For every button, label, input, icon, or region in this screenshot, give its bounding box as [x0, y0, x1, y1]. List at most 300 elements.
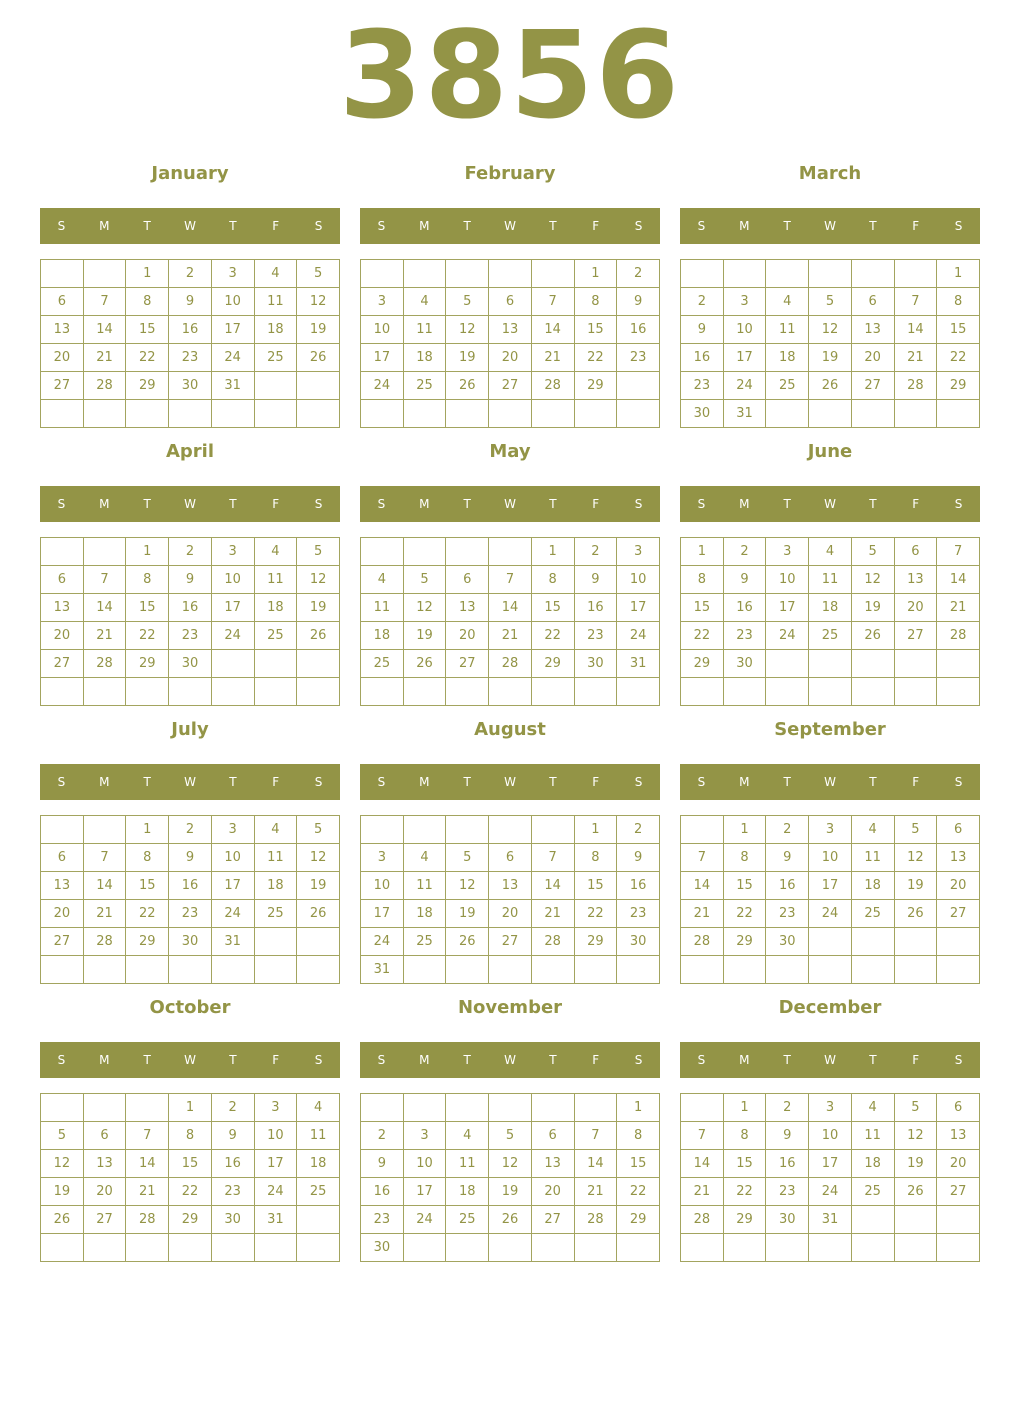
week-row: [361, 316, 660, 344]
weekday-label: S: [697, 219, 706, 233]
day-cell: 14: [681, 872, 724, 900]
week-row: [681, 538, 980, 566]
day-cell: 25: [851, 900, 894, 928]
day-cell: 24: [809, 900, 852, 928]
day-grid: [680, 815, 980, 984]
day-cell: 9: [169, 844, 212, 872]
day-cell: 7: [83, 844, 126, 872]
day-cell: 21: [531, 900, 574, 928]
day-cell: [851, 956, 894, 984]
day-cell: 1: [126, 538, 169, 566]
day-cell: 4: [851, 1094, 894, 1122]
week-row: [681, 1094, 980, 1122]
week-row: [681, 650, 980, 678]
day-cell: 24: [211, 622, 254, 650]
day-cell: 9: [574, 566, 617, 594]
day-grid: [680, 537, 980, 706]
weekday-label: F: [272, 219, 280, 233]
day-cell: [297, 956, 340, 984]
week-row: [681, 1206, 980, 1234]
day-cell: 29: [574, 372, 617, 400]
day-cell: 22: [617, 1178, 660, 1206]
day-cell: [403, 1234, 446, 1262]
day-cell: 16: [681, 344, 724, 372]
week-row: [41, 260, 340, 288]
day-cell: 22: [169, 1178, 212, 1206]
week-row: [41, 900, 340, 928]
day-cell: 25: [403, 372, 446, 400]
day-cell: 12: [297, 844, 340, 872]
day-cell: 24: [254, 1178, 297, 1206]
day-cell: [894, 928, 937, 956]
weekday-label: S: [954, 219, 963, 233]
weekday-label: T: [229, 497, 237, 511]
day-cell: 6: [894, 538, 937, 566]
day-cell: [851, 260, 894, 288]
weekday-label: W: [184, 775, 196, 789]
day-cell: 8: [531, 566, 574, 594]
day-cell: [574, 956, 617, 984]
day-cell: [809, 400, 852, 428]
day-cell: [617, 678, 660, 706]
weekday-label: T: [143, 1053, 151, 1067]
day-cell: [126, 1234, 169, 1262]
day-cell: [681, 1094, 724, 1122]
week-row: [361, 1122, 660, 1150]
day-cell: 23: [766, 900, 809, 928]
day-cell: 29: [126, 928, 169, 956]
day-cell: 11: [254, 844, 297, 872]
day-cell: 11: [809, 566, 852, 594]
weekday-label: T: [229, 219, 237, 233]
day-cell: 10: [403, 1150, 446, 1178]
day-cell: 20: [937, 872, 980, 900]
weekday-label: T: [143, 219, 151, 233]
day-cell: 12: [403, 594, 446, 622]
week-row: [41, 1094, 340, 1122]
day-cell: 19: [894, 872, 937, 900]
week-row: [361, 928, 660, 956]
week-row: [41, 1122, 340, 1150]
day-grid: [680, 1093, 980, 1262]
month-name: November: [457, 997, 563, 1018]
day-cell: 2: [169, 816, 212, 844]
day-cell: 11: [297, 1122, 340, 1150]
week-row: [681, 566, 980, 594]
day-cell: [809, 260, 852, 288]
day-cell: [297, 1234, 340, 1262]
day-cell: [41, 816, 84, 844]
day-cell: 14: [83, 594, 126, 622]
day-cell: 29: [681, 650, 724, 678]
day-cell: 28: [126, 1206, 169, 1234]
day-cell: 2: [723, 538, 766, 566]
weekday-label: S: [634, 775, 643, 789]
day-cell: 18: [809, 594, 852, 622]
week-row: [681, 622, 980, 650]
day-cell: 30: [169, 372, 212, 400]
weekday-label: S: [697, 1053, 706, 1067]
day-cell: 6: [937, 1094, 980, 1122]
weekday-label: T: [463, 1053, 471, 1067]
day-cell: 18: [254, 316, 297, 344]
day-cell: 26: [297, 622, 340, 650]
day-cell: 1: [723, 1094, 766, 1122]
weekday-label: W: [504, 1053, 516, 1067]
weekday-label: M: [739, 497, 750, 511]
weekday-label: S: [57, 219, 66, 233]
day-cell: [489, 1094, 532, 1122]
day-cell: 12: [41, 1150, 84, 1178]
day-cell: 3: [403, 1122, 446, 1150]
day-cell: 29: [723, 928, 766, 956]
day-cell: 1: [531, 538, 574, 566]
day-cell: 15: [126, 594, 169, 622]
day-cell: [851, 650, 894, 678]
weekday-label: F: [272, 1053, 280, 1067]
day-cell: [446, 260, 489, 288]
day-cell: 30: [169, 650, 212, 678]
day-cell: 16: [361, 1178, 404, 1206]
day-cell: [894, 678, 937, 706]
day-cell: 21: [681, 900, 724, 928]
day-cell: 20: [894, 594, 937, 622]
weekday-label: M: [739, 219, 750, 233]
week-row: [41, 622, 340, 650]
day-cell: 30: [723, 650, 766, 678]
day-cell: 22: [723, 1178, 766, 1206]
day-cell: [937, 1234, 980, 1262]
day-cell: 3: [211, 538, 254, 566]
day-cell: [254, 650, 297, 678]
day-cell: 22: [723, 900, 766, 928]
day-cell: 26: [297, 344, 340, 372]
day-cell: 17: [361, 900, 404, 928]
day-cell: [851, 928, 894, 956]
day-cell: 22: [574, 344, 617, 372]
day-cell: 3: [766, 538, 809, 566]
day-cell: [489, 400, 532, 428]
day-cell: 24: [809, 1178, 852, 1206]
day-cell: [169, 956, 212, 984]
week-row: [41, 956, 340, 984]
day-cell: 28: [83, 372, 126, 400]
day-cell: 8: [126, 566, 169, 594]
week-row: [41, 538, 340, 566]
day-cell: 26: [446, 372, 489, 400]
weekday-label: M: [419, 775, 430, 789]
day-cell: 17: [403, 1178, 446, 1206]
day-cell: 5: [41, 1122, 84, 1150]
day-cell: [361, 260, 404, 288]
day-cell: 19: [297, 594, 340, 622]
day-cell: 23: [617, 900, 660, 928]
weekday-label: M: [419, 1053, 430, 1067]
day-cell: 10: [361, 872, 404, 900]
day-cell: 13: [937, 1122, 980, 1150]
day-cell: 15: [723, 872, 766, 900]
day-cell: 3: [809, 816, 852, 844]
day-cell: 8: [126, 844, 169, 872]
weekday-label: M: [739, 1053, 750, 1067]
day-cell: 28: [574, 1206, 617, 1234]
day-cell: 24: [211, 900, 254, 928]
day-cell: 28: [83, 650, 126, 678]
day-cell: [254, 956, 297, 984]
day-cell: 24: [766, 622, 809, 650]
day-cell: 14: [531, 872, 574, 900]
day-cell: [446, 956, 489, 984]
day-cell: 4: [254, 538, 297, 566]
weekday-label: S: [634, 497, 643, 511]
day-cell: 7: [531, 844, 574, 872]
weekday-label: F: [272, 497, 280, 511]
day-cell: 6: [83, 1122, 126, 1150]
week-row: [41, 288, 340, 316]
day-cell: 2: [617, 260, 660, 288]
day-cell: 16: [169, 594, 212, 622]
day-cell: [169, 400, 212, 428]
day-cell: 30: [766, 928, 809, 956]
day-cell: 13: [489, 316, 532, 344]
weekday-label: S: [377, 1053, 386, 1067]
weekday-label: F: [912, 219, 920, 233]
day-cell: [617, 372, 660, 400]
day-cell: 22: [531, 622, 574, 650]
weekday-label: M: [419, 219, 430, 233]
week-row: [41, 844, 340, 872]
day-cell: 26: [41, 1206, 84, 1234]
weekday-label: S: [314, 219, 323, 233]
day-cell: 29: [937, 372, 980, 400]
day-cell: 12: [851, 566, 894, 594]
weekday-label: M: [99, 497, 110, 511]
weekday-label: F: [592, 775, 600, 789]
week-row: [681, 372, 980, 400]
day-cell: [723, 956, 766, 984]
day-cell: 29: [169, 1206, 212, 1234]
day-cell: [126, 1094, 169, 1122]
week-row: [41, 1206, 340, 1234]
day-cell: 11: [254, 566, 297, 594]
day-cell: 26: [894, 900, 937, 928]
week-row: [681, 678, 980, 706]
day-cell: 4: [766, 288, 809, 316]
day-cell: 9: [766, 1122, 809, 1150]
day-cell: [809, 650, 852, 678]
day-cell: [574, 400, 617, 428]
weekday-label: W: [824, 1053, 836, 1067]
day-cell: 26: [851, 622, 894, 650]
day-cell: 9: [361, 1150, 404, 1178]
weekday-header: [680, 1042, 980, 1078]
day-cell: [254, 372, 297, 400]
day-cell: [809, 1234, 852, 1262]
weekday-label: F: [912, 775, 920, 789]
day-cell: [403, 538, 446, 566]
day-cell: [531, 400, 574, 428]
day-cell: [403, 816, 446, 844]
day-cell: 10: [254, 1122, 297, 1150]
day-cell: 21: [83, 900, 126, 928]
year-title: 3856: [339, 7, 681, 146]
day-cell: 23: [617, 344, 660, 372]
week-row: [41, 566, 340, 594]
day-cell: 14: [574, 1150, 617, 1178]
month-name: October: [149, 997, 231, 1018]
weekday-label: S: [954, 775, 963, 789]
week-row: [41, 372, 340, 400]
day-cell: 23: [574, 622, 617, 650]
day-cell: 6: [531, 1122, 574, 1150]
day-cell: [361, 1094, 404, 1122]
day-cell: 3: [211, 816, 254, 844]
day-cell: 1: [723, 816, 766, 844]
day-cell: 12: [446, 872, 489, 900]
weekday-header: [360, 486, 660, 522]
day-cell: 11: [403, 872, 446, 900]
day-cell: [531, 816, 574, 844]
day-cell: 30: [211, 1206, 254, 1234]
week-row: [361, 872, 660, 900]
weekday-label: S: [57, 775, 66, 789]
day-cell: [809, 928, 852, 956]
weekday-label: M: [99, 775, 110, 789]
week-row: [361, 650, 660, 678]
day-cell: 21: [531, 344, 574, 372]
day-cell: 9: [617, 288, 660, 316]
day-cell: 26: [894, 1178, 937, 1206]
day-cell: 25: [851, 1178, 894, 1206]
day-cell: 26: [489, 1206, 532, 1234]
day-cell: 17: [723, 344, 766, 372]
day-cell: 7: [937, 538, 980, 566]
day-cell: 18: [403, 344, 446, 372]
weekday-label: T: [869, 775, 877, 789]
day-cell: [361, 816, 404, 844]
day-cell: 2: [169, 260, 212, 288]
day-cell: 14: [83, 872, 126, 900]
week-row: [681, 594, 980, 622]
month-name: January: [151, 163, 229, 184]
weekday-label: T: [869, 219, 877, 233]
week-row: [361, 372, 660, 400]
day-cell: 5: [446, 288, 489, 316]
day-cell: [766, 650, 809, 678]
day-cell: 12: [489, 1150, 532, 1178]
week-row: [361, 288, 660, 316]
weekday-label: T: [463, 497, 471, 511]
day-cell: [126, 956, 169, 984]
day-cell: 4: [403, 288, 446, 316]
week-row: [41, 816, 340, 844]
weekday-label: S: [377, 775, 386, 789]
day-cell: 20: [41, 344, 84, 372]
day-cell: 7: [126, 1122, 169, 1150]
weekday-label: T: [463, 219, 471, 233]
day-cell: 29: [574, 928, 617, 956]
day-cell: [446, 1094, 489, 1122]
weekday-label: F: [272, 775, 280, 789]
day-cell: [41, 956, 84, 984]
day-cell: 18: [254, 594, 297, 622]
day-cell: 29: [126, 650, 169, 678]
day-cell: 28: [894, 372, 937, 400]
day-cell: [766, 400, 809, 428]
day-cell: [894, 650, 937, 678]
day-cell: [446, 678, 489, 706]
week-row: [41, 1178, 340, 1206]
day-cell: 18: [851, 1150, 894, 1178]
day-cell: 9: [211, 1122, 254, 1150]
day-cell: 22: [126, 900, 169, 928]
day-cell: 7: [83, 288, 126, 316]
week-row: [41, 344, 340, 372]
day-cell: 4: [851, 816, 894, 844]
week-row: [361, 1234, 660, 1262]
weekday-label: S: [314, 497, 323, 511]
day-cell: 9: [766, 844, 809, 872]
weekday-label: T: [869, 1053, 877, 1067]
weekday-label: T: [783, 219, 791, 233]
weekday-label: S: [954, 497, 963, 511]
day-cell: 25: [254, 344, 297, 372]
day-cell: 23: [211, 1178, 254, 1206]
day-cell: 12: [446, 316, 489, 344]
day-cell: 11: [766, 316, 809, 344]
day-cell: 12: [894, 1122, 937, 1150]
day-cell: 29: [531, 650, 574, 678]
day-cell: [361, 400, 404, 428]
day-cell: 24: [723, 372, 766, 400]
day-cell: 9: [617, 844, 660, 872]
day-cell: 11: [361, 594, 404, 622]
weekday-label: M: [739, 775, 750, 789]
day-cell: [297, 928, 340, 956]
day-cell: 27: [41, 928, 84, 956]
day-cell: 21: [83, 344, 126, 372]
day-cell: 15: [617, 1150, 660, 1178]
day-cell: [446, 538, 489, 566]
day-cell: 8: [126, 288, 169, 316]
day-cell: 28: [531, 372, 574, 400]
weekday-label: S: [314, 775, 323, 789]
day-cell: 25: [766, 372, 809, 400]
day-cell: 27: [531, 1206, 574, 1234]
day-cell: [851, 1234, 894, 1262]
day-cell: 1: [169, 1094, 212, 1122]
week-row: [681, 1122, 980, 1150]
weekday-label: T: [549, 497, 557, 511]
day-cell: 4: [361, 566, 404, 594]
day-cell: [723, 1234, 766, 1262]
week-row: [681, 816, 980, 844]
day-cell: 25: [361, 650, 404, 678]
week-row: [361, 344, 660, 372]
day-cell: 27: [489, 928, 532, 956]
day-cell: 22: [681, 622, 724, 650]
day-cell: 5: [489, 1122, 532, 1150]
week-row: [41, 678, 340, 706]
day-cell: 23: [723, 622, 766, 650]
day-cell: [41, 678, 84, 706]
day-cell: 20: [489, 900, 532, 928]
day-cell: [574, 1094, 617, 1122]
day-cell: [297, 650, 340, 678]
day-cell: [361, 538, 404, 566]
day-grid: [40, 537, 340, 706]
day-cell: 8: [723, 844, 766, 872]
